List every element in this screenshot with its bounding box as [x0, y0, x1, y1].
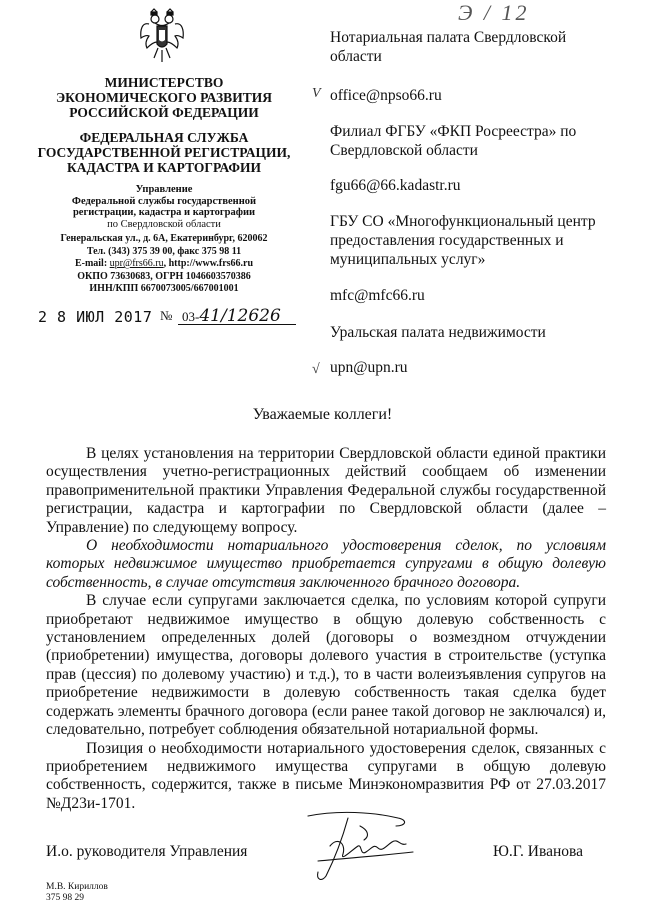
email-line: E-mail: upr@frs66.ru, http://www.frs66.ru — [74, 258, 254, 269]
handwritten-signature — [288, 806, 428, 886]
addressee-1-email[interactable]: office@npso66.ru — [330, 87, 442, 104]
inn-line: ИНН/КПП 6670073005/667001001 — [89, 283, 239, 294]
paragraph-1: В целях установления на территории Свердловской области единой практики осуществления учетно-регистрационных действий сообщаем об изменении правоприменительной практики Управления Федеральной службы государственной регистрации, кадастра и картографии по Свердловской области (далее – Управление) по следующему вопросу. — [46, 445, 606, 536]
registration-number: 03-41/12626 — [182, 306, 281, 326]
addressee-4-email[interactable]: upn@upn.ru — [330, 359, 408, 376]
department-title: Управление Федеральной службы государственной регистрации, кадастра и картографии по Свердловской области — [71, 184, 257, 230]
check-mark-1: V — [312, 86, 321, 101]
executor-info — [46, 882, 108, 904]
addressee-3-email[interactable]: mfc@mfc66.ru — [330, 287, 425, 304]
letter-body — [46, 445, 606, 813]
website-link[interactable]: , http://www.frs66.ru — [163, 258, 254, 269]
addressee-3-name: ГБУ СО «Многофункциональный центр предоставления государственных и муниципальных услуг» — [330, 213, 596, 268]
contacts-block — [34, 233, 294, 296]
email-link[interactable]: upr@frs66.ru — [109, 258, 164, 269]
executor-phone: 375 98 29 — [46, 893, 84, 903]
coat-of-arms-emblem — [139, 8, 185, 64]
registration-date-stamp: 2 8 ИЮЛ 2017 — [38, 308, 153, 326]
okpo-line: ОКПО 73630683, ОГРН 1046603570386 — [77, 270, 251, 282]
service-title: ФЕДЕРАЛЬНАЯ СЛУЖБА ГОСУДАРСТВЕННОЙ РЕГИСТРАЦИИ, КАДАСТРА И КАРТОГРАФИИ — [37, 130, 291, 175]
paragraph-3: В случае если супругами заключается сделка, по условиям которой супруги приобретают недвижимое имущество в общую долевую собственность с установлением определенных долей (договоры о возмездном отчуждении (приобретении) имущества, договоры долевого участия в строительстве (уступка прав (цессия) по долевому участию) и т.д.), то в части волеизъявления супругов на приобретение недвижимости в долевую собственность такая сделка будет содержать элементы брачного договора (если ранее такой договор не заключался) и, следовательно, потребует соблюдения обязательной нотариальной формы. — [46, 592, 606, 739]
addressee-1-name: Нотариальная палата Свердловской области — [330, 29, 567, 65]
paragraph-2-subject: О необходимости нотариального удостоверения сделок, по условиям которых недвижимое имущество приобретается супругами в общую долевую собственность, в случае отсутствия заключенного брачного договора. — [46, 537, 606, 591]
phone-line: Тел. (343) 375 39 00, факс 375 98 11 — [86, 245, 242, 257]
addressee-4-name: Уральская палата недвижимости — [330, 324, 546, 341]
salutation: Уважаемые коллеги! — [252, 406, 393, 423]
registration-line — [38, 302, 296, 328]
address-line: Генеральская ул., д. 6А, Екатеринбург, 620062 — [60, 233, 268, 244]
handwritten-corner-mark: Э / 12 — [458, 0, 530, 25]
executor-name: М.В. Кириллов — [46, 882, 108, 892]
addressee-2-name: Филиал ФГБУ «ФКП Росреестра» по Свердловской области — [330, 123, 577, 159]
ministry-title: МИНИСТЕРСТВО ЭКОНОМИЧЕСКОГО РАЗВИТИЯ РОССИЙСКОЙ ФЕДЕРАЦИИ — [56, 75, 272, 120]
addressee-2-email[interactable]: fgu66@66.kadastr.ru — [330, 177, 461, 194]
signatory-name: Ю.Г. Иванова — [493, 843, 583, 860]
signatory-position: И.о. руководителя Управления — [46, 843, 248, 860]
paragraph-4: Позиция о необходимости нотариального удостоверения сделок, связанных с приобретением недвижимого имущества супругами в общую долевую собственность, содержится, также в письме Минэкономразвития РФ от 27.03.2017 №Д23и-1701. — [46, 739, 606, 812]
number-sign: № — [160, 308, 173, 323]
check-mark-4: √ — [312, 362, 320, 377]
